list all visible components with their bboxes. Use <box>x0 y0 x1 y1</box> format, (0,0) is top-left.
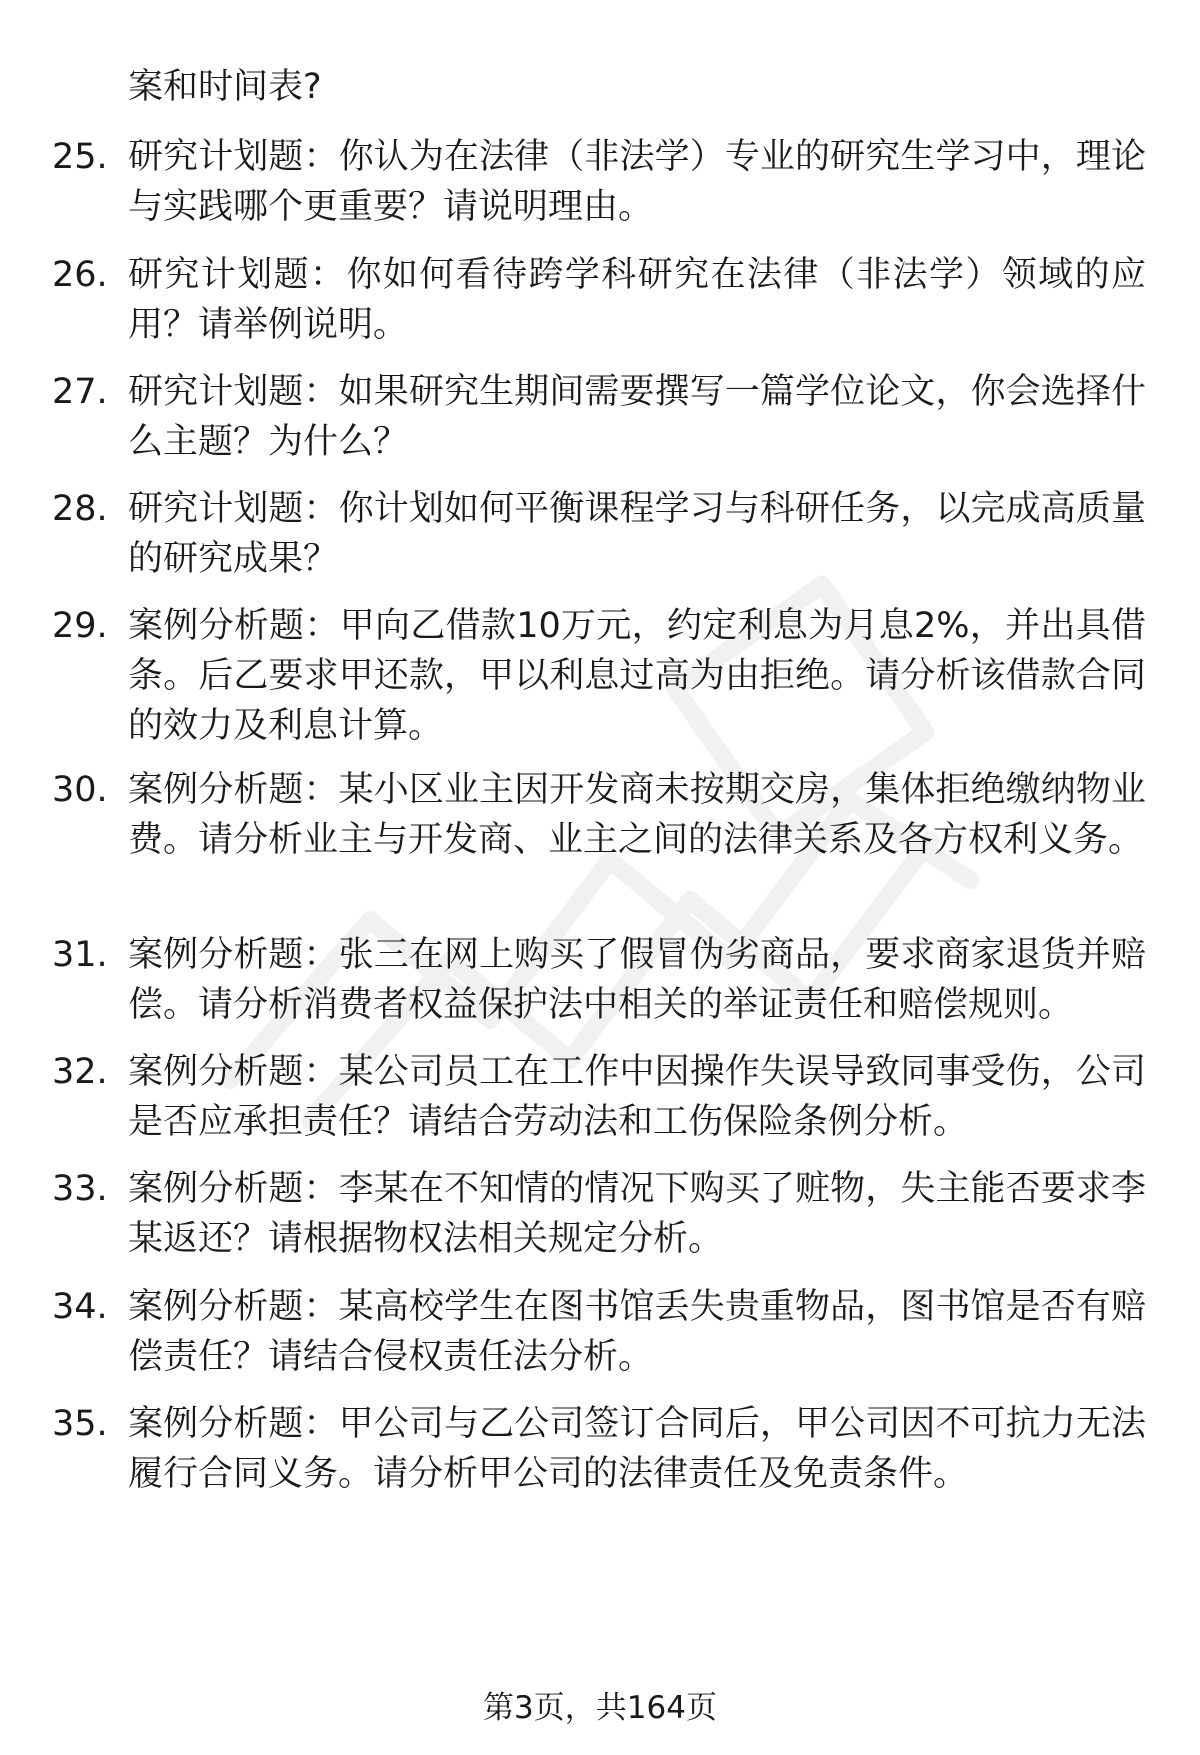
question-number: 32. <box>52 1052 108 1092</box>
question-number: 26. <box>52 255 108 295</box>
question-number: 29. <box>52 606 108 646</box>
question-number: 31. <box>52 935 108 975</box>
question-text: 案例分析题：某公司员工在工作中因操作失误导致同事受伤，公司是否应承担责任？请结合劳动法和工伤保险条例分析。 <box>128 1052 1146 1142</box>
question-number: 28. <box>52 489 108 529</box>
question-text: 案例分析题：张三在网上购买了假冒伪劣商品，要求商家退货并赔偿。请分析消费者权益保护法中相关的举证责任和赔偿规则。 <box>128 935 1146 1025</box>
question-number: 27. <box>52 372 108 412</box>
question-number: 30. <box>52 770 108 810</box>
question-text: 研究计划题：你认为在法律（非法学）专业的研究生学习中，理论与实践哪个更重要？请说明理由。 <box>128 137 1146 227</box>
question-text: 案例分析题：甲向乙借款10万元，约定利息为月息2%，并出具借条。后乙要求甲还款，甲以利息过高为由拒绝。请分析该借款合同的效力及利息计算。 <box>128 606 1146 746</box>
question-text: 案例分析题：甲公司与乙公司签订合同后，甲公司因不可抗力无法履行合同义务。请分析甲公司的法律责任及免责条件。 <box>128 1404 1146 1494</box>
question-text: 研究计划题：你如何看待跨学科研究在法律（非法学）领域的应用？请举例说明。 <box>128 255 1146 345</box>
question-text: 案例分析题：李某在不知情的情况下购买了赃物，失主能否要求李某返还？请根据物权法相关规定分析。 <box>128 1169 1146 1259</box>
page-footer: 第3页，共164页 <box>483 1690 717 1726</box>
question-text: 研究计划题：如果研究生期间需要撰写一篇学位论文，你会选择什么主题？为什么？ <box>128 372 1146 462</box>
question-number: 25. <box>52 137 108 177</box>
question-number: 33. <box>52 1169 108 1209</box>
question-text: 案例分析题：某高校学生在图书馆丢失贵重物品，图书馆是否有赔偿责任？请结合侵权责任法分析。 <box>128 1287 1146 1377</box>
question-text: 案例分析题：某小区业主因开发商未按期交房，集体拒绝缴纳物业费。请分析业主与开发商、业主之间的法律关系及各方权利义务。 <box>128 770 1146 860</box>
question-number: 34. <box>52 1287 108 1327</box>
question-text: 研究计划题：你计划如何平衡课程学习与科研任务，以完成高质量的研究成果？ <box>128 489 1146 579</box>
continued-text: 案和时间表? <box>128 67 322 107</box>
question-number: 35. <box>52 1404 108 1444</box>
